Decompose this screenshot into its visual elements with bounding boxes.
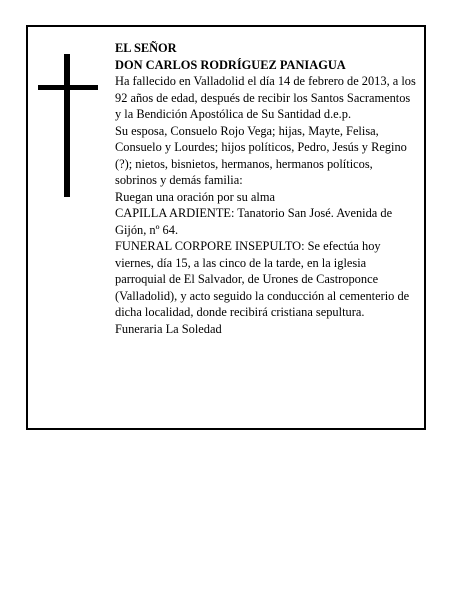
cross-horizontal-bar (38, 85, 98, 90)
cross-vertical-bar (64, 54, 70, 197)
funeral-info: FUNERAL CORPORE INSEPULTO: Se efectúa hoy viernes, día 15, a las cinco de la tarde, en la iglesia parroquial de El Salvador, de Urones de Castroponce (Valladolid), y acto seguido la conducción al cementerio de dicha localidad, donde recibirá cristiana sepultura. (115, 239, 410, 319)
prayer-request: Ruegan una oración por su alma (115, 189, 275, 204)
death-announcement: Ha fallecido en Valladolid el día 14 de febrero de 2013, a los 92 años de edad, después de recibir los Santos Sacramentos y la Bendición Apostólica de Su Santidad d.e.p. (115, 74, 416, 121)
deceased-name: DON CARLOS RODRÍGUEZ PANIAGUA (115, 57, 346, 72)
chapel-info: CAPILLA ARDIENTE: Tanatorio San José. Avenida de Gijón, nº 64. (115, 206, 393, 237)
notice-heading: EL SEÑOR (115, 41, 177, 55)
funeral-home: Funeraria La Soledad (115, 321, 222, 336)
family-list: Su esposa, Consuelo Rojo Vega; hijas, Mayte, Felisa, Consuelo y Lourdes; hijos políticos, Pedro, Jesús y Regino (?); nietos, bisnietos, hermanos, hermanos políticos, sobrinos y demás familia: (115, 123, 407, 187)
notice-body (115, 40, 417, 337)
cross-icon (38, 54, 98, 197)
